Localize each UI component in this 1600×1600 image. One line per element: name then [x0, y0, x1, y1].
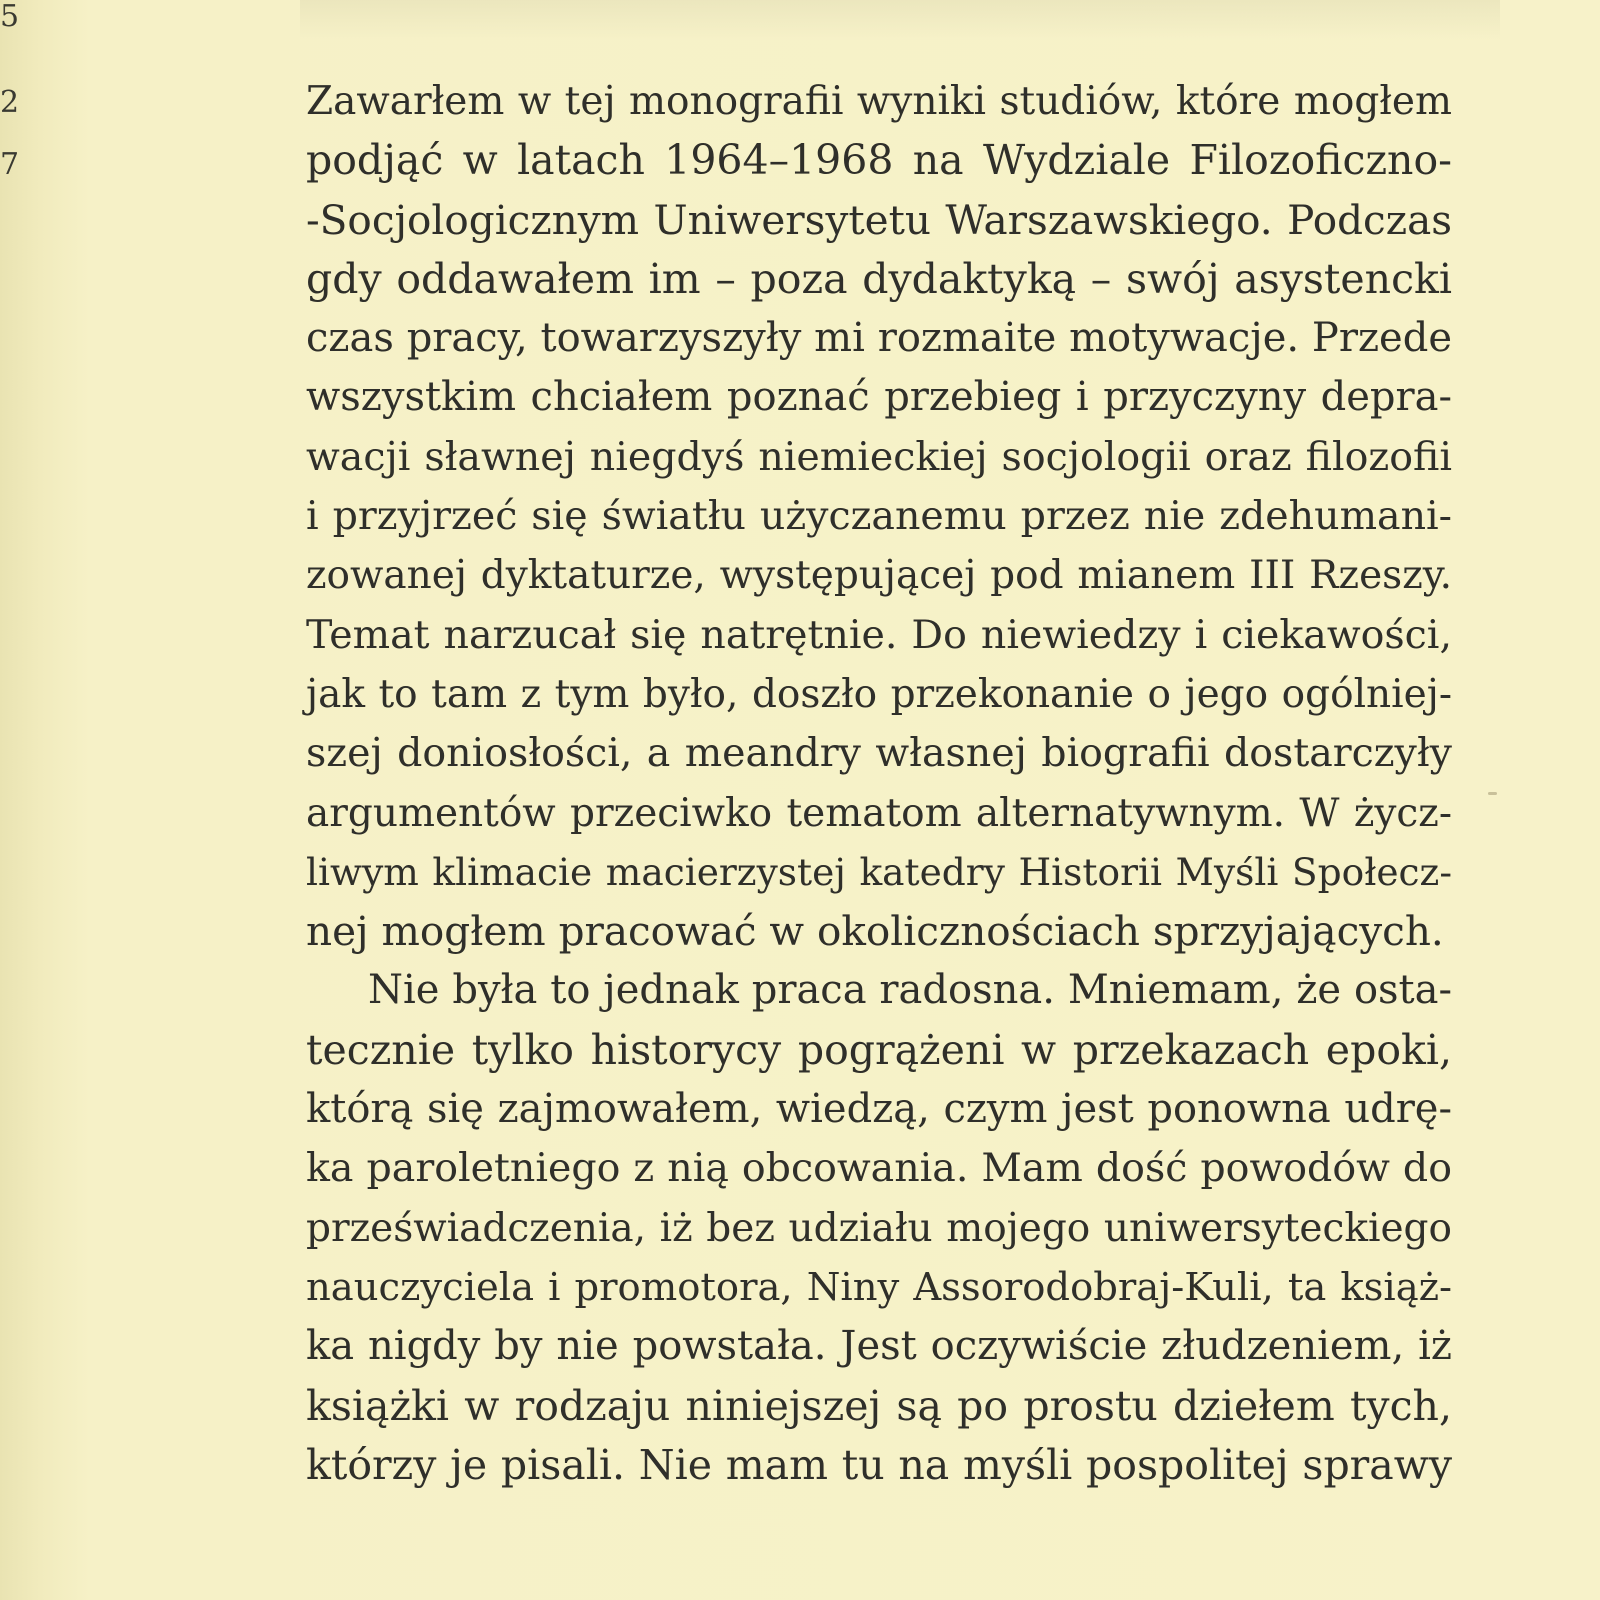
text-line: książki w rodzaju niniejszej są po prostu dziełem tych,	[306, 1381, 1452, 1430]
text-line: i przyjrzeć się światłu użyczanemu przez nie zdehumani-	[306, 493, 1452, 540]
text-line: argumentów przeciwko tematom alternatywnym. W życz-	[306, 790, 1452, 836]
text-line: tecznie tylko historycy pogrążeni w przekazach epoki,	[306, 1025, 1452, 1074]
text-line: zowanej dyktaturze, występującej pod mianem III Rzeszy.	[306, 553, 1452, 599]
paper-speck	[1488, 792, 1497, 795]
text-line: jak to tam z tym było, doszło przekonanie o jego ogólniej-	[306, 671, 1452, 717]
text-line: podjąć w latach 1964–1968 na Wydziale Filozoficzno-	[306, 136, 1452, 185]
page-top-shadow	[300, 0, 1500, 40]
text-line: ka nigdy by nie powstała. Jest oczywiście złudzeniem, iż	[306, 1323, 1452, 1370]
text-line: wacji sławnej niegdyś niemieckiej socjologii oraz filozofii	[306, 433, 1452, 480]
body-text	[306, 72, 1452, 1495]
text-line: którą się zajmowałem, wiedzą, czym jest ponowna udrę-	[306, 1086, 1452, 1133]
text-line: którzy je pisali. Nie mam tu na myśli pospolitej sprawy	[306, 1440, 1452, 1489]
text-line: czas pracy, towarzyszyły mi rozmaite motywacje. Przede	[306, 315, 1452, 362]
text-line: Zawarłem w tej monografii wyniki studiów, które mogłem	[306, 79, 1452, 124]
text-line: szej doniosłości, a meandry własnej biografii dostarczyły	[306, 730, 1452, 777]
text-line: nauczyciela i promotora, Niny Assorodobraj-Kuli, ta książ-	[306, 1264, 1452, 1310]
text-line: nej mogłem pracować w okolicznościach sprzyjających.	[306, 907, 1444, 956]
margin-mark: 7	[0, 147, 20, 182]
text-line: -Socjologicznym Uniwersytetu Warszawskiego. Podczas	[306, 195, 1452, 244]
text-line: ka paroletniego z nią obcowania. Mam dość powodów do	[306, 1145, 1452, 1192]
paragraph-2	[306, 961, 1452, 1495]
text-line: liwym klimacie macierzystej katedry Historii Myśli Społecz-	[306, 849, 1452, 894]
text-line: przeświadczenia, iż bez udziału mojego uniwersyteckiego	[306, 1205, 1452, 1251]
text-line: wszystkim chciałem poznać przebieg i przyczyny depra-	[306, 374, 1452, 421]
text-line: Temat narzucał się natrętnie. Do niewiedzy i ciekawości,	[306, 611, 1452, 658]
paragraph-1	[306, 72, 1452, 961]
text-line: gdy oddawałem im – poza dydaktyką – swój asystencki	[306, 254, 1452, 303]
text-line: Nie była to jednak praca radosna. Mniemam, że osta-	[368, 967, 1452, 1014]
margin-mark: 2	[0, 85, 20, 120]
margin-marks	[0, 0, 20, 200]
margin-mark: 5	[0, 0, 20, 34]
